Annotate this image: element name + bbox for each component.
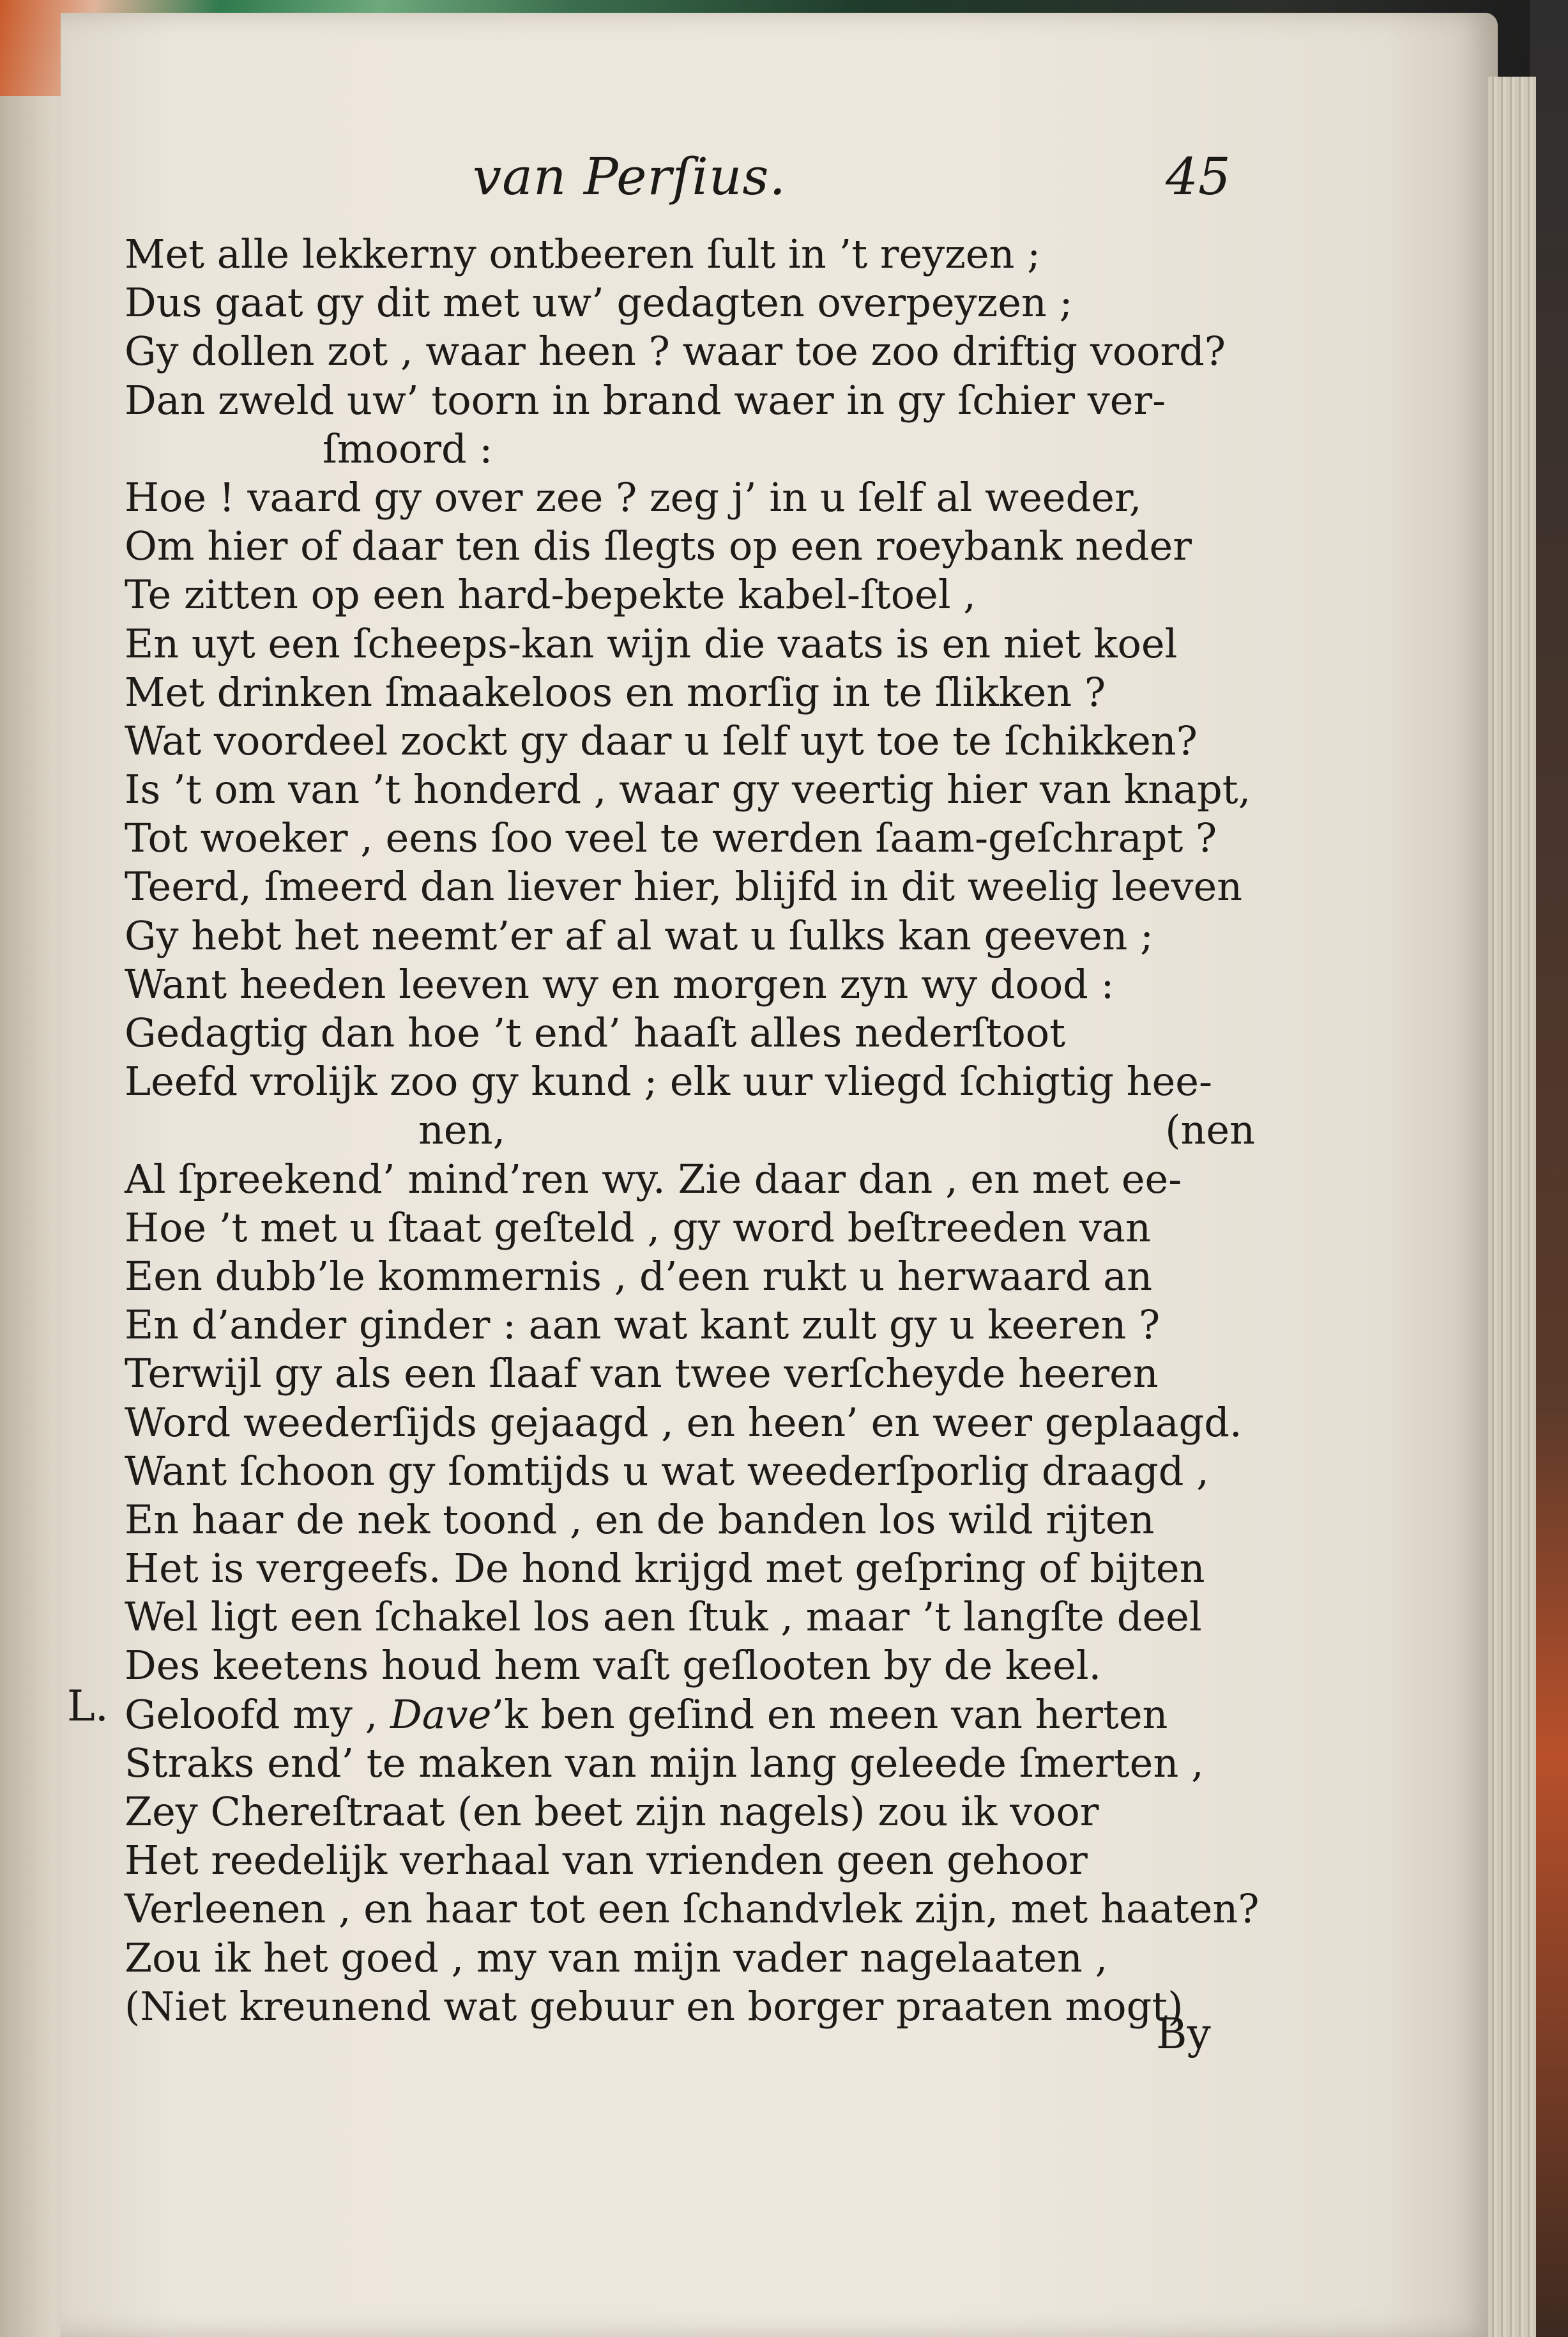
text-line: Een dubb’le kommernis , d’een rukt u herwaard an	[125, 1252, 1153, 1299]
text-line: Dan zweld uw’ toorn in brand waer in gy ſchier ver-	[125, 376, 1166, 424]
text-line: Hoe ’t met u ſtaat geſteld , gy word beſtreeden van	[125, 1204, 1151, 1251]
text-line: Leefd vrolijk zoo gy kund ; elk uur vliegd ſchigtig hee-	[125, 1058, 1212, 1105]
text-line: Wel ligt een ſchakel los aen ſtuk , maar ’t langſte deel	[125, 1593, 1202, 1641]
text-line: Gy dollen zot , waar heen ? waar toe zoo driftig voord?	[125, 328, 1226, 375]
text-line: En haar de nek toond , en de banden los wild rijten	[125, 1496, 1155, 1543]
page-number: 45	[1166, 147, 1231, 206]
text-line: Verleenen , en haar tot een ſchandvlek zijn, met haaten?	[125, 1885, 1260, 1933]
nen-right: (nen	[1165, 1107, 1255, 1154]
text-line: Zey Chereſtraat (en beet zijn nagels) zou ik voor	[125, 1788, 1099, 1835]
text-line: Gy hebt het neemt’er af al wat u ſulks kan geeven ;	[125, 912, 1153, 959]
text-line: Te zitten op een hard-bepekte kabel-ſtoel ,	[125, 571, 976, 618]
text-line: (Niet kreunend wat gebuur en borger praaten mogt)	[125, 1982, 1184, 2030]
text-line: Straks end’ te maken van mijn lang geleede ſmerten ,	[125, 1739, 1204, 1786]
text-line: Is ’t om van ’t honderd , waar gy veertig hier van knapt,	[125, 766, 1251, 813]
text-line: Al ſpreekend’ mind’ren wy. Zie daar dan , en met ee-	[125, 1155, 1182, 1202]
text-line-nen	[125, 1106, 1268, 1154]
text-line: En d’ander ginder : aan wat kant zult gy u keeren ?	[125, 1301, 1161, 1349]
speaker-mark: L.	[67, 1682, 109, 1731]
text-line: Gedagtig dan hoe ’t end’ haaſt alles nederſtoot	[125, 1009, 1066, 1056]
page-edges	[1488, 77, 1536, 2337]
speech-rest: ’k ben geſind en meen van herten	[491, 1690, 1168, 1738]
text-line: Hoe ! vaard gy over zee ? zeg j’ in u ſelf al weeder,	[125, 473, 1142, 521]
text-line: Teerd, ſmeerd dan liever hier, blijfd in dit weelig leeven	[125, 863, 1243, 910]
text-line: Des keetens houd hem vaſt geſlooten by de keel.	[125, 1642, 1102, 1689]
nen-left: nen,	[418, 1107, 506, 1154]
text-line: Wat voordeel zockt gy daar u ſelf uyt toe te ſchikken?	[125, 717, 1198, 764]
text-line: ſmoord :	[323, 425, 493, 472]
poem-text	[125, 230, 1268, 2031]
text-line: Het reedelijk verhaal van vrienden geen gehoor	[125, 1837, 1088, 1884]
text-line: Want ſchoon gy ſomtijds u wat weederſporlig draagd ,	[125, 1447, 1209, 1494]
running-title: van Perſius.	[473, 147, 786, 206]
text-line: Met drinken ſmaakeloos en morſig in te ſlikken ?	[125, 668, 1106, 716]
speech-lead: Geloofd my ,	[125, 1690, 390, 1738]
text-line: Dus gaat gy dit met uw’ gedagten overpeyzen ;	[125, 279, 1073, 326]
text-line: Zou ik het goed , my van mijn vader nagelaaten ,	[125, 1934, 1108, 1981]
text-line: En uyt een ſcheeps-kan wijn die vaats is en niet koel	[125, 620, 1178, 667]
catchword: By	[1156, 2009, 1211, 2058]
text-line: Terwijl gy als een ſlaaf van twee verſcheyde heeren	[125, 1350, 1159, 1397]
speech-first-line	[125, 1690, 1268, 1739]
text-line: Om hier of daar ten dis ſlegts op een roeybank neder	[125, 523, 1192, 570]
speech-name: Dave	[390, 1690, 492, 1738]
text-line: Het is vergeefs. De hond krijgd met geſpring of bijten	[125, 1545, 1205, 1592]
text-line: Met alle lekkerny ontbeeren ſult in ’t reyzen ;	[125, 231, 1041, 277]
text-line: Word weederſijds gejaagd , en heen’ en weer geplaagd.	[125, 1398, 1242, 1446]
text-line: Want heeden leeven wy en morgen zyn wy dood :	[125, 960, 1115, 1008]
text-line: Tot woeker , eens ſoo veel te werden ſaam-geſchrapt ?	[125, 815, 1217, 862]
